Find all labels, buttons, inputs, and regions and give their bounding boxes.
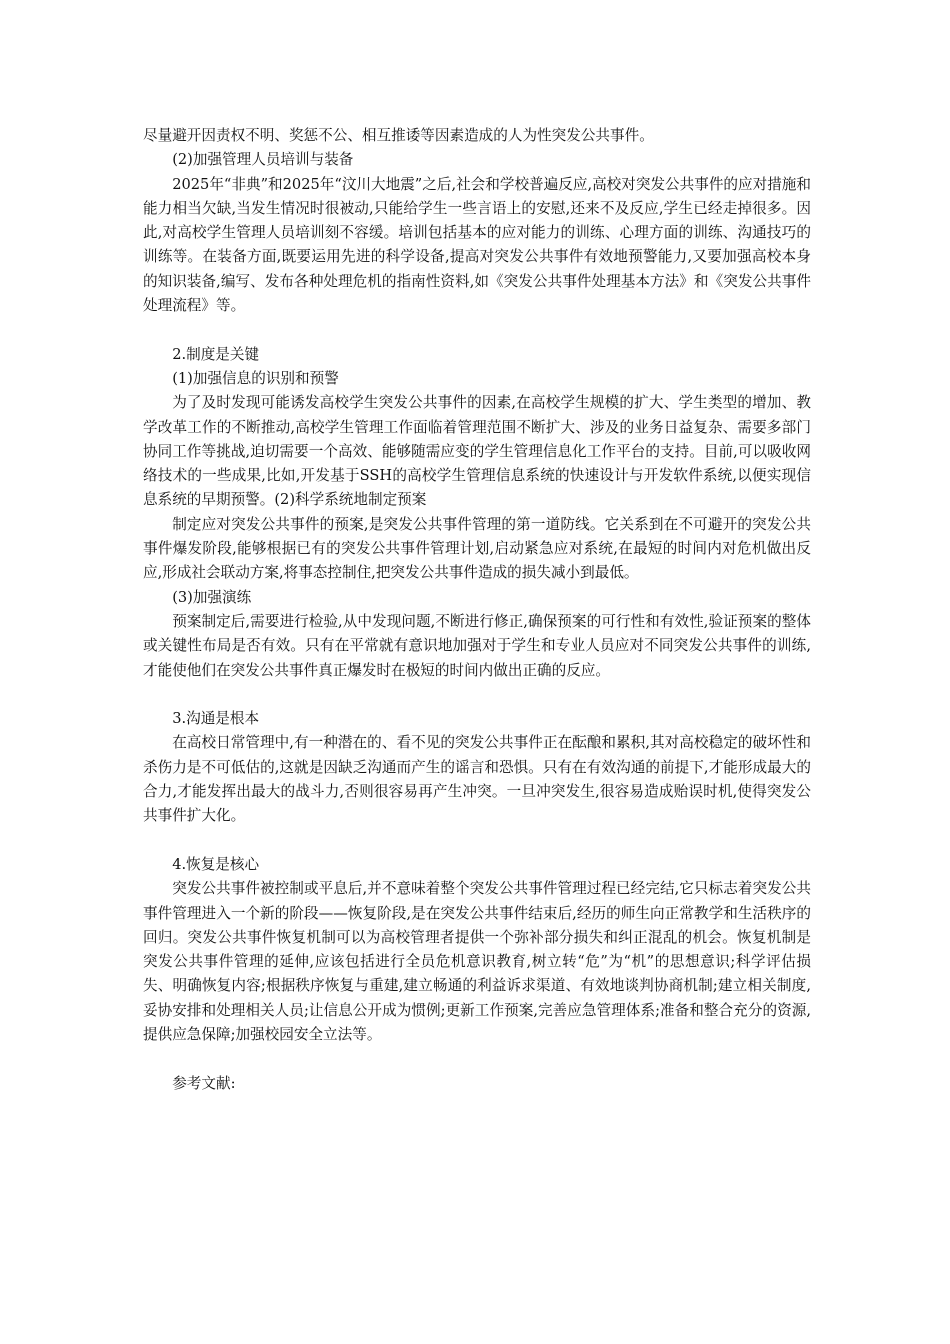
paragraph-gap — [143, 318, 811, 342]
paragraph-recovery: 突发公共事件被控制或平息后,并不意味着整个突发公共事件管理过程已经完结,它只标志着突发公共事件管理进入一个新的阶段——恢复阶段,是在突发公共事件结束后,经历的师生向正常教学和生活秩序的回归。突发公共事件恢复机制可以为高校管理者提供一个弥补部分损失和纠正混乱的机会。恢复机制是突发公共事件管理的延伸,应该包括进行全员危机意识教育,树立转“危”为“机”的思想意识;科学评估损失、明确恢复内容;根据秩序恢复与重建,建立畅通的利益诉求渠道、有效地谈判协商机制;建立相关制度,妥协安排和处理相关人员;让信息公开成为惯例;更新工作预案,完善应急管理体系;准备和整合充分的资源,提供应急保障;加强校园安全立法等。 — [143, 880, 811, 1043]
subheading-information-warning: (1)加强信息的识别和预警 — [172, 369, 339, 387]
section-heading-system: 2.制度是关键 — [172, 345, 260, 363]
section-heading-recovery: 4.恢复是核心 — [172, 855, 260, 873]
paragraph-information-warning: 为了及时发现可能诱发高校学生突发公共事件的因素,在高校学生规模的扩大、学生类型的增加、教学改革工作的不断推动,高校学生管理工作面临着管理范围不断扩大、涉及的业务日益复杂、需要多部门协同工作等挑战,迫切需要一个高效、能够随需应变的学生管理信息化工作平台的支持。目前,可以吸收网络技术的一些成果,比如,开发基于SSH的高校学生管理信息系统的快速设计与开发软件系统,以便实现信息系统的早期预警。(2)科学系统地制定预案 — [143, 394, 811, 509]
paragraph-gap — [143, 829, 811, 853]
paragraph-communication: 在高校日常管理中,有一种潜在的、看不见的突发公共事件正在酝酿和累积,其对高校稳定的破坏性和杀伤力是不可低估的,这就是因缺乏沟通而产生的谣言和恐惧。只有在有效沟通的前提下,才能形成最大的合力,才能发挥出最大的战斗力,否则很容易再产生冲突。一旦冲突发生,很容易造成贻误时机,使得突发公共事件扩大化。 — [143, 734, 811, 825]
paragraph-plan: 制定应对突发公共事件的预案,是突发公共事件管理的第一道防线。它关系到在不可避开的突发公共事件爆发阶段,能够根据已有的突发公共事件管理计划,启动紧急应对系统,在最短的时间内对危机做出反应,形成社会联动方案,将事态控制住,把突发公共事件造成的损失减小到最低。 — [143, 515, 811, 582]
paragraph-gap — [143, 1047, 811, 1071]
references-heading: 参考文献: — [172, 1074, 236, 1092]
paragraph-continuation: 尽量避开因责权不明、奖惩不公、相互推诿等因素造成的人为性突发公共事件。 — [143, 127, 654, 144]
paragraph-training: 2025年“非典”和2025年“汶川大地震”之后,社会和学校普遍反应,高校对突发公共事件的应对措施和能力相当欠缺,当发生情况时很被动,只能给学生一些言语上的安慰,还来不及反应,学生已经走掉很多。因此,对高校学生管理人员培训刻不容缓。培训包括基本的应对能力的训练、心理方面的训练、沟通技巧的训练等。在装备方面,既要运用先进的科学设备,提高对突发公共事件有效地预警能力,又要加强高校本身的知识装备,编写、发布各种处理危机的指南性资料,如《突发公共事件处理基本方法》和《突发公共事件处理流程》等。 — [143, 175, 811, 315]
section-heading-communication: 3.沟通是根本 — [172, 710, 260, 728]
subheading-training-equipment: (2)加强管理人员培训与装备 — [172, 151, 354, 169]
paragraph-drill: 预案制定后,需要进行检验,从中发现问题,不断进行修正,确保预案的可行性和有效性,验证预案的整体或关键性布局是否有效。只有在平常就有意识地加强对于学生和专业人员应对不同突发公共事件的训练,才能使他们在突发公共事件真正爆发时在极短的时间内做出正确的反应。 — [143, 612, 811, 679]
subheading-drill: (3)加强演练 — [172, 588, 252, 606]
paragraph-gap — [143, 683, 811, 707]
document-page — [143, 124, 811, 1096]
